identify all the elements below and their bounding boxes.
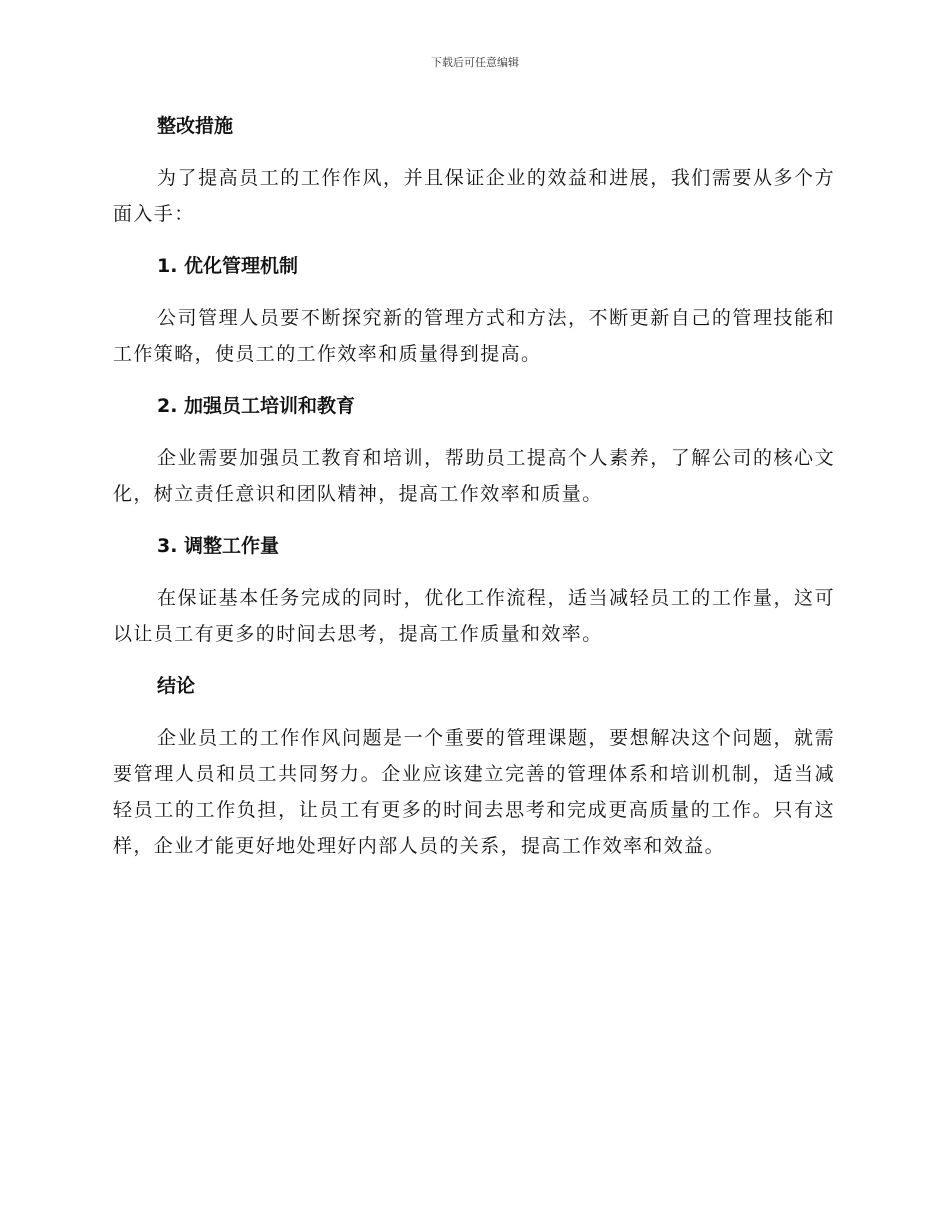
item3-paragraph: 在保证基本任务完成的同时，优化工作流程，适当减轻员工的工作量，这可以让员工有更多的时间去思考，提高工作质量和效率。 (113, 587, 835, 645)
conclusion-paragraph: 企业员工的工作作风问题是一个重要的管理课题，要想解决这个问题，就需要管理人员和员工共同努力。企业应该建立完善的管理体系和培训机制，适当减轻员工的工作负担，让员工有更多的时间去思考和完成更高质量的工作。只有这样，企业才能更好地处理好内部人员的关系，提高工作效率和效益。 (113, 727, 835, 857)
item2-title: 2. 加强员工培训和教育 (157, 395, 356, 417)
intro-paragraph: 为了提高员工的工作作风，并且保证企业的效益和进展，我们需要从多个方面入手： (113, 167, 835, 225)
item1-title: 1. 优化管理机制 (157, 255, 299, 277)
section-title-conclusion: 结论 (157, 675, 196, 697)
header-note: 下载后可任意编辑 (431, 56, 519, 69)
section-title-rectification: 整改措施 (157, 115, 234, 137)
document-body (113, 108, 835, 864)
item2-paragraph: 企业需要加强员工教育和培训，帮助员工提高个人素养，了解公司的核心文化，树立责任意识和团队精神，提高工作效率和质量。 (113, 447, 835, 505)
item3-title: 3. 调整工作量 (157, 535, 280, 557)
item1-paragraph: 公司管理人员要不断探究新的管理方式和方法，不断更新自己的管理技能和工作策略，使员工的工作效率和质量得到提高。 (113, 307, 835, 365)
